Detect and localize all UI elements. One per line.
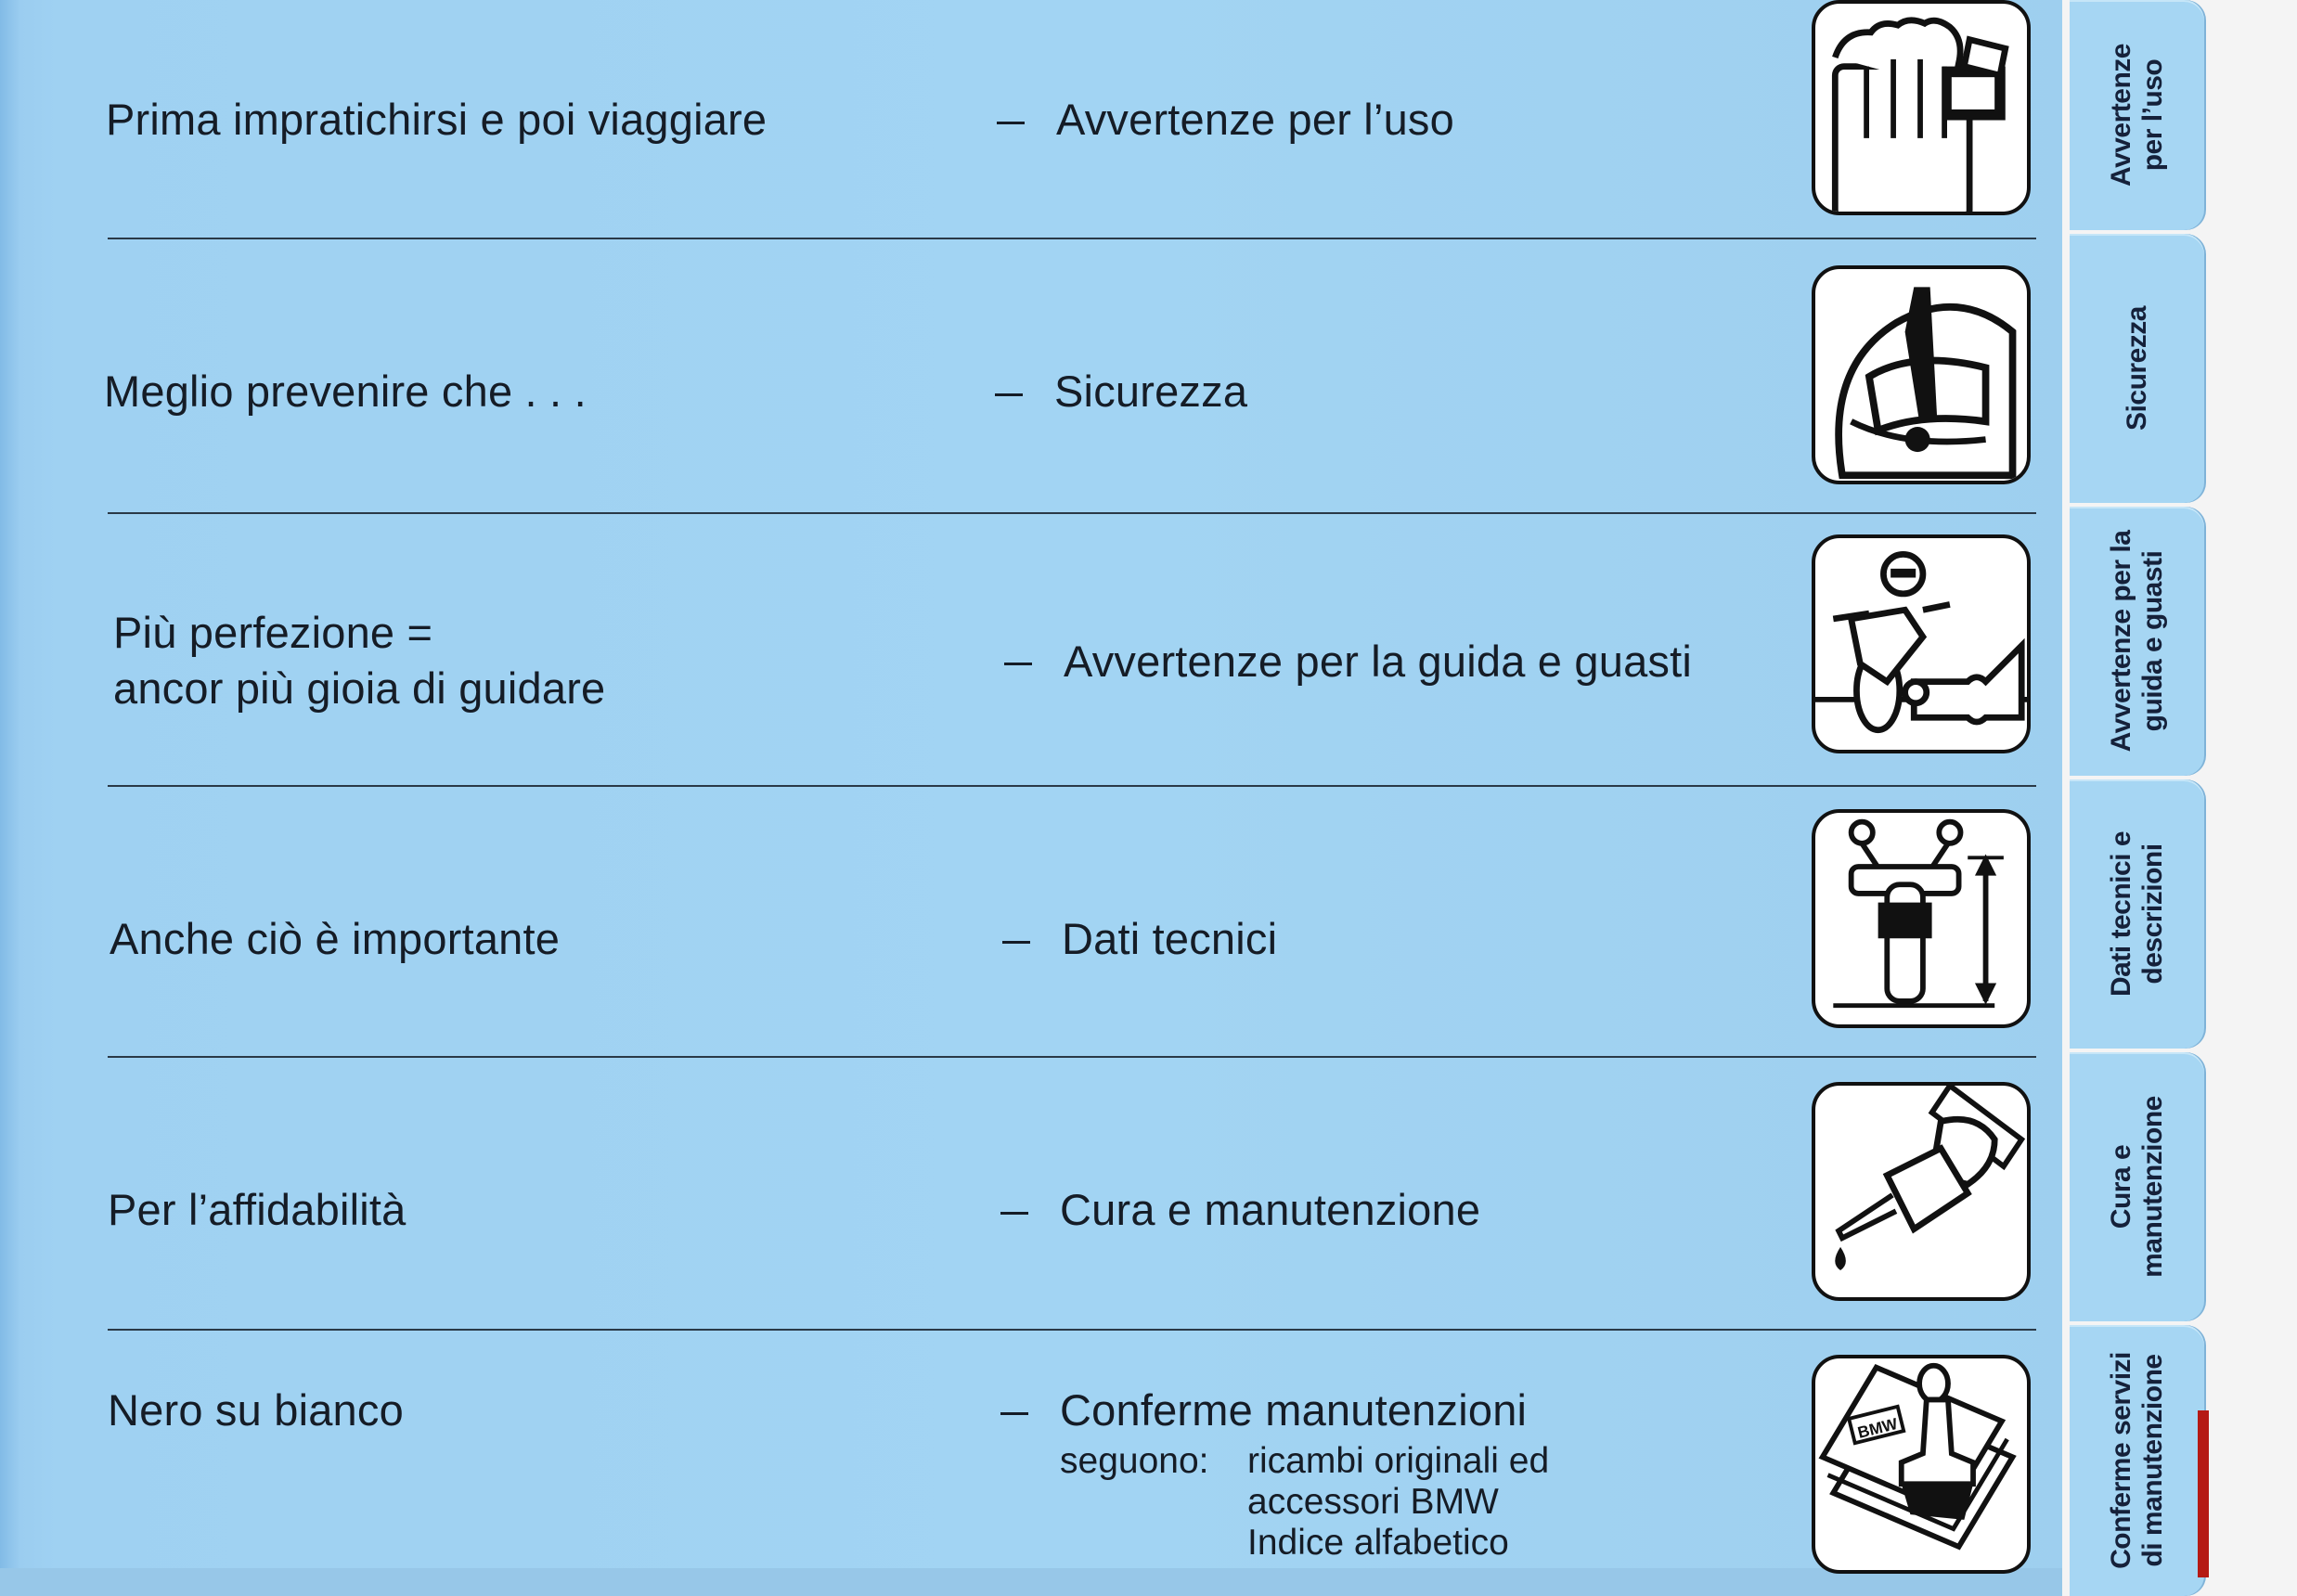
page-bottom-shade xyxy=(0,1568,2099,1596)
section-6-sub-line1: ricambi originali ed xyxy=(1247,1441,1550,1481)
section-1-title: Prima impratichirsi e poi viaggiare xyxy=(106,95,768,144)
tab-conferme-servizi[interactable] xyxy=(2070,1325,2204,1596)
section-2-link[interactable]: Sicurezza xyxy=(1054,367,1248,416)
section-4-link[interactable]: Dati tecnici xyxy=(1062,914,1278,963)
section-6-title: Nero su bianco xyxy=(108,1385,404,1435)
section-2-dash xyxy=(995,393,1023,396)
tab-label-cura-manutenzione: Cura e manutenzione xyxy=(2105,1096,2168,1278)
tab-label-avvertenze-guida: Avvertenze per la guida e guasti xyxy=(2105,530,2168,753)
section-3-dash xyxy=(1004,663,1032,665)
section-3-link[interactable]: Avvertenze per la guida e guasti xyxy=(1064,637,1693,686)
tab-label-dati-tecnici: Dati tecnici e descrizioni xyxy=(2105,830,2168,998)
tab-sicurezza[interactable] xyxy=(2070,234,2204,503)
section-3-title-line2: ancor più gioia di guidare xyxy=(113,663,606,713)
section-divider-5 xyxy=(108,1329,2036,1331)
section-1-dash xyxy=(997,122,1025,124)
section-6-dash xyxy=(1000,1412,1028,1415)
section-divider-2 xyxy=(108,512,2036,514)
tab-cura-manutenzione[interactable] xyxy=(2070,1052,2204,1321)
hand-throttle-icon xyxy=(1812,0,2031,215)
tab-edge-red-strip xyxy=(2198,1410,2209,1577)
section-divider-1 xyxy=(108,238,2036,239)
section-1-link[interactable]: Avvertenze per l’uso xyxy=(1056,95,1454,144)
section-3-title-line1: Più perfezione = xyxy=(113,608,433,657)
tab-label-avvertenze-uso: Avvertenze per l’uso xyxy=(2105,44,2168,187)
stamp-documents-icon xyxy=(1812,1355,2031,1574)
section-5-link[interactable]: Cura e manutenzione xyxy=(1060,1185,1481,1234)
helmet-warning-icon xyxy=(1812,265,2031,484)
oil-can-icon xyxy=(1812,1082,2031,1301)
section-4-dash xyxy=(1002,941,1030,944)
section-6-link[interactable]: Conferme manutenzioni xyxy=(1060,1385,1528,1435)
section-6-sub-line3: Indice alfabetico xyxy=(1247,1523,1509,1563)
section-6-sub-line2: accessori BMW xyxy=(1247,1482,1499,1522)
section-5-dash xyxy=(1000,1212,1028,1215)
stamp-bmw-text: BMW xyxy=(1855,1413,1900,1442)
section-5-title: Per l’affidabilità xyxy=(108,1185,406,1234)
section-6-sub-label: seguono: xyxy=(1060,1441,1209,1481)
motorcycle-dimensions-icon xyxy=(1812,809,2031,1028)
tab-avvertenze-uso[interactable] xyxy=(2070,0,2204,230)
tab-label-sicurezza: Sicurezza xyxy=(2121,306,2152,431)
section-2-title: Meglio prevenire che . . . xyxy=(104,367,587,416)
section-divider-4 xyxy=(108,1056,2036,1058)
section-4-title: Anche ciò è importante xyxy=(110,914,561,963)
tab-label-conferme-servizi: Conferme servizi di manutenzione xyxy=(2105,1352,2168,1569)
tab-avvertenze-guida[interactable] xyxy=(2070,507,2204,776)
section-divider-3 xyxy=(108,785,2036,787)
tab-dati-tecnici[interactable] xyxy=(2070,779,2204,1049)
motorcycle-wrench-icon xyxy=(1812,534,2031,753)
